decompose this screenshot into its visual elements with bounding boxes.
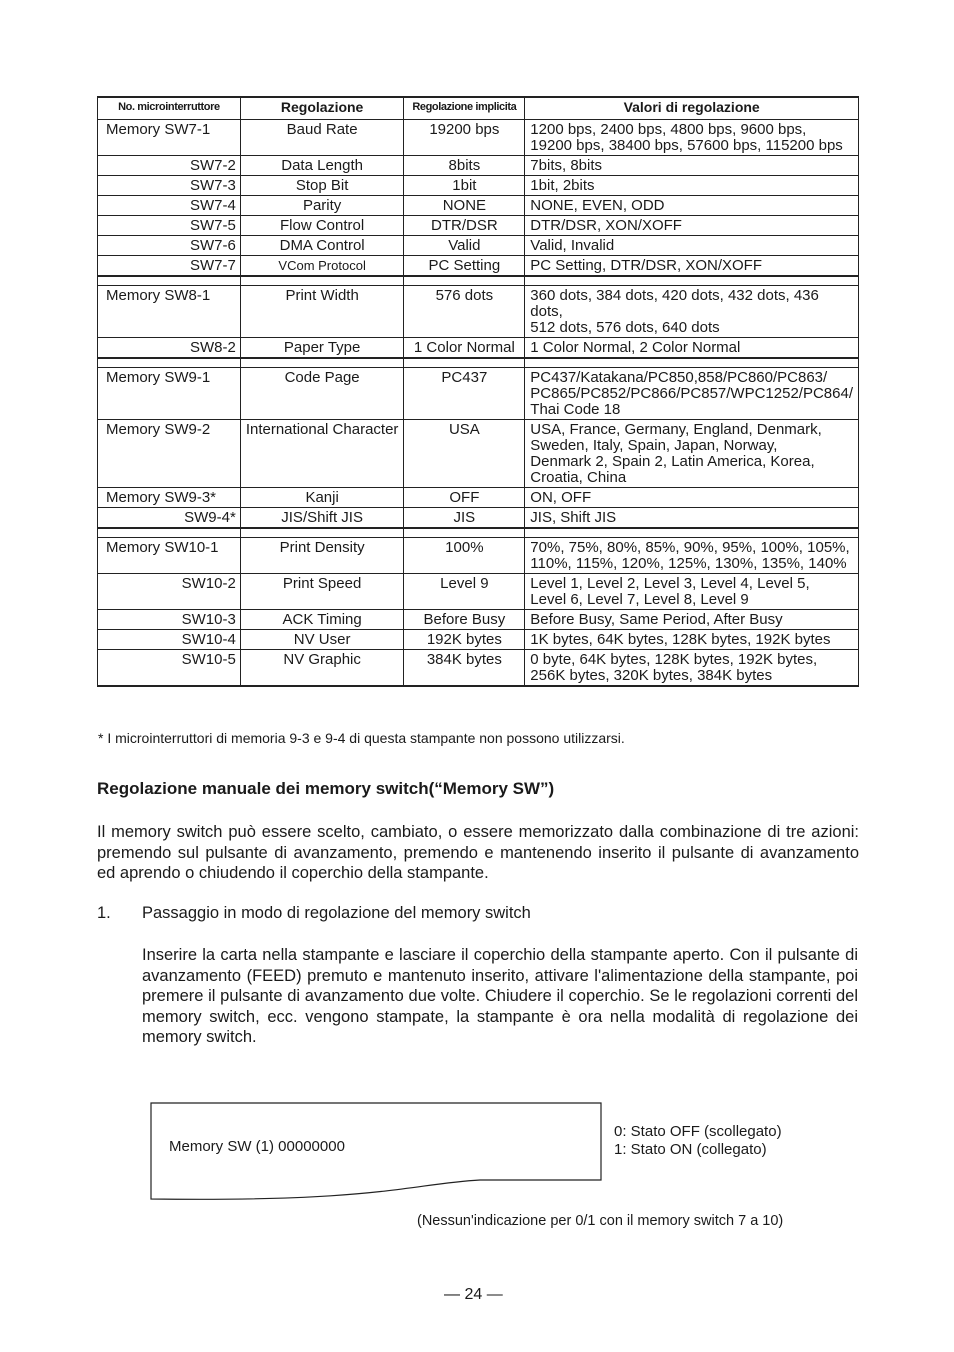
cell-default: JIS bbox=[404, 508, 525, 529]
cell-values: ON, OFF bbox=[525, 488, 859, 508]
table-footnote: * I microinterruttori di memoria 9-3 e 9-4 di questa stampante non possono utilizzarsi. bbox=[98, 730, 625, 746]
cell-switch: SW10-3 bbox=[98, 610, 241, 630]
cell-values: 1 Color Normal, 2 Color Normal bbox=[525, 338, 859, 359]
cell-default: 384K bytes bbox=[404, 650, 525, 687]
cell-default: 19200 bps bbox=[404, 120, 525, 156]
table-row bbox=[98, 236, 859, 256]
cell-default: Valid bbox=[404, 236, 525, 256]
cell-setting: Print Density bbox=[240, 538, 404, 574]
step-number: 1. bbox=[97, 904, 111, 922]
printout-text: Memory SW (1) 00000000 bbox=[169, 1138, 345, 1155]
cell-values: PC437/Katakana/PC850,858/PC860/PC863/ PC865/PC852/PC866/PC857/WPC1252/PC864/ Thai Code 18 bbox=[525, 368, 859, 420]
table-row bbox=[98, 196, 859, 216]
cell-default: USA bbox=[404, 420, 525, 488]
section-heading: Regolazione manuale dei memory switch(“Memory SW”) bbox=[97, 779, 555, 798]
cell-setting: NV Graphic bbox=[240, 650, 404, 687]
cell-values: DTR/DSR, XON/XOFF bbox=[525, 216, 859, 236]
table-row bbox=[98, 488, 859, 508]
cell-values: NONE, EVEN, ODD bbox=[525, 196, 859, 216]
table-row bbox=[98, 286, 859, 338]
cell-switch: Memory SW9-2 bbox=[98, 420, 241, 488]
group-separator bbox=[98, 276, 859, 286]
header-default: Regolazione implicita bbox=[404, 97, 525, 120]
group-separator bbox=[98, 528, 859, 538]
cell-default: PC Setting bbox=[404, 256, 525, 277]
header-values: Valori di regolazione bbox=[525, 97, 859, 120]
cell-values: 1K bytes, 64K bytes, 128K bytes, 192K bytes bbox=[525, 630, 859, 650]
cell-setting: Print Width bbox=[240, 286, 404, 338]
cell-default: 8bits bbox=[404, 156, 525, 176]
cell-switch: SW7-7 bbox=[98, 256, 241, 277]
table-row bbox=[98, 420, 859, 488]
cell-setting: Parity bbox=[240, 196, 404, 216]
cell-setting: Print Speed bbox=[240, 574, 404, 610]
cell-setting: Data Length bbox=[240, 156, 404, 176]
separator-cell bbox=[525, 528, 859, 538]
cell-default: 1 Color Normal bbox=[404, 338, 525, 359]
cell-switch: Memory SW10-1 bbox=[98, 538, 241, 574]
table-row bbox=[98, 176, 859, 196]
header-setting: Regolazione bbox=[240, 97, 404, 120]
cell-setting: JIS/Shift JIS bbox=[240, 508, 404, 529]
bit-legend bbox=[614, 1123, 782, 1159]
separator-cell bbox=[240, 358, 404, 368]
page-number: — 24 — bbox=[444, 1286, 503, 1303]
group-separator bbox=[98, 358, 859, 368]
cell-setting: Code Page bbox=[240, 368, 404, 420]
cell-switch: SW7-3 bbox=[98, 176, 241, 196]
separator-cell bbox=[525, 276, 859, 286]
cell-default: 576 dots bbox=[404, 286, 525, 338]
table-row bbox=[98, 650, 859, 687]
cell-setting: Kanji bbox=[240, 488, 404, 508]
cell-default: PC437 bbox=[404, 368, 525, 420]
cell-values: PC Setting, DTR/DSR, XON/XOFF bbox=[525, 256, 859, 277]
cell-switch: SW7-2 bbox=[98, 156, 241, 176]
cell-values: USA, France, Germany, England, Denmark, Sweden, Italy, Spain, Japan, Norway, Denmark 2, Spain 2, Latin America, Korea, Croatia, China bbox=[525, 420, 859, 488]
table-row bbox=[98, 574, 859, 610]
cell-default: Before Busy bbox=[404, 610, 525, 630]
cell-values: Before Busy, Same Period, After Busy bbox=[525, 610, 859, 630]
separator-cell bbox=[98, 358, 241, 368]
step-paragraph: Inserire la carta nella stampante e lasciare il coperchio della stampante aperto. Con il pulsante di avanzamento (FEED) premuto e mantenuto inserito, attivare l'alimentazione della stampante, poi premere il pulsante di avanzamento due volte. Chiudere il coperchio. Se le regolazioni correnti del memory switch, ecc. vengono stampate, la stampante è ora nella modalità di regolazione dei memory switch. bbox=[142, 946, 858, 1046]
header-switch-number: No. microinterruttore bbox=[98, 97, 241, 120]
cell-setting: NV User bbox=[240, 630, 404, 650]
table-row bbox=[98, 368, 859, 420]
cell-values: 1200 bps, 2400 bps, 4800 bps, 9600 bps, 19200 bps, 38400 bps, 57600 bps, 115200 bps bbox=[525, 120, 859, 156]
table-row bbox=[98, 120, 859, 156]
legend-on: 1: Stato ON (collegato) bbox=[614, 1141, 767, 1158]
cell-switch: Memory SW7-1 bbox=[98, 120, 241, 156]
cell-values: 360 dots, 384 dots, 420 dots, 432 dots, 436 dots, 512 dots, 576 dots, 640 dots bbox=[525, 286, 859, 338]
cell-switch: Memory SW8-1 bbox=[98, 286, 241, 338]
cell-default: OFF bbox=[404, 488, 525, 508]
cell-values: Valid, Invalid bbox=[525, 236, 859, 256]
cell-values: 70%, 75%, 80%, 85%, 90%, 95%, 100%, 105%, 110%, 115%, 120%, 125%, 130%, 135%, 140% bbox=[525, 538, 859, 574]
cell-default: 192K bytes bbox=[404, 630, 525, 650]
cell-default: DTR/DSR bbox=[404, 216, 525, 236]
cell-setting: Flow Control bbox=[240, 216, 404, 236]
printout-paper-illustration bbox=[150, 1102, 602, 1210]
table-row bbox=[98, 538, 859, 574]
separator-cell bbox=[404, 528, 525, 538]
cell-setting: Stop Bit bbox=[240, 176, 404, 196]
separator-cell bbox=[98, 276, 241, 286]
separator-cell bbox=[240, 528, 404, 538]
cell-values: 1bit, 2bits bbox=[525, 176, 859, 196]
separator-cell bbox=[240, 276, 404, 286]
table-row bbox=[98, 630, 859, 650]
step-title: Passaggio in modo di regolazione del memory switch bbox=[142, 904, 531, 922]
cell-setting: Baud Rate bbox=[240, 120, 404, 156]
cell-default: Level 9 bbox=[404, 574, 525, 610]
cell-switch: SW10-5 bbox=[98, 650, 241, 687]
cell-switch: SW7-4 bbox=[98, 196, 241, 216]
table-row bbox=[98, 508, 859, 529]
cell-values: Level 1, Level 2, Level 3, Level 4, Level 5, Level 6, Level 7, Level 8, Level 9 bbox=[525, 574, 859, 610]
separator-cell bbox=[404, 276, 525, 286]
separator-cell bbox=[98, 528, 241, 538]
cell-setting: ACK Timing bbox=[240, 610, 404, 630]
cell-switch: SW8-2 bbox=[98, 338, 241, 359]
cell-setting: DMA Control bbox=[240, 236, 404, 256]
cell-setting: VCom Protocol bbox=[240, 256, 404, 277]
cell-setting: International Character bbox=[240, 420, 404, 488]
printout-note: (Nessun'indicazione per 0/1 con il memory switch 7 a 10) bbox=[417, 1213, 784, 1229]
table-body bbox=[98, 120, 859, 687]
table-row bbox=[98, 216, 859, 236]
cell-default: 1bit bbox=[404, 176, 525, 196]
cell-default: NONE bbox=[404, 196, 525, 216]
table-row bbox=[98, 256, 859, 277]
table-row bbox=[98, 156, 859, 176]
cell-values: JIS, Shift JIS bbox=[525, 508, 859, 529]
separator-cell bbox=[525, 358, 859, 368]
cell-switch: SW7-6 bbox=[98, 236, 241, 256]
cell-switch: Memory SW9-1 bbox=[98, 368, 241, 420]
cell-switch: SW9-4* bbox=[98, 508, 241, 529]
cell-values: 0 byte, 64K bytes, 128K bytes, 192K bytes, 256K bytes, 320K bytes, 384K bytes bbox=[525, 650, 859, 687]
cell-switch: SW7-5 bbox=[98, 216, 241, 236]
table-row bbox=[98, 610, 859, 630]
cell-setting: Paper Type bbox=[240, 338, 404, 359]
cell-switch: SW10-2 bbox=[98, 574, 241, 610]
separator-cell bbox=[404, 358, 525, 368]
cell-values: 7bits, 8bits bbox=[525, 156, 859, 176]
cell-switch: SW10-4 bbox=[98, 630, 241, 650]
cell-default: 100% bbox=[404, 538, 525, 574]
table-header-row bbox=[98, 97, 859, 120]
legend-off: 0: Stato OFF (scollegato) bbox=[614, 1123, 782, 1140]
memory-switch-table bbox=[97, 96, 859, 687]
table-row bbox=[98, 338, 859, 359]
intro-paragraph: Il memory switch può essere scelto, cambiato, o essere memorizzato dalla combinazione di tre azioni: premendo sul pulsante di avanzamento, premendo e mantenendo inserito il pulsante di avanzamento ed aprendo o chiudendo il coperchio della stampante. bbox=[97, 823, 859, 882]
cell-switch: Memory SW9-3* bbox=[98, 488, 241, 508]
